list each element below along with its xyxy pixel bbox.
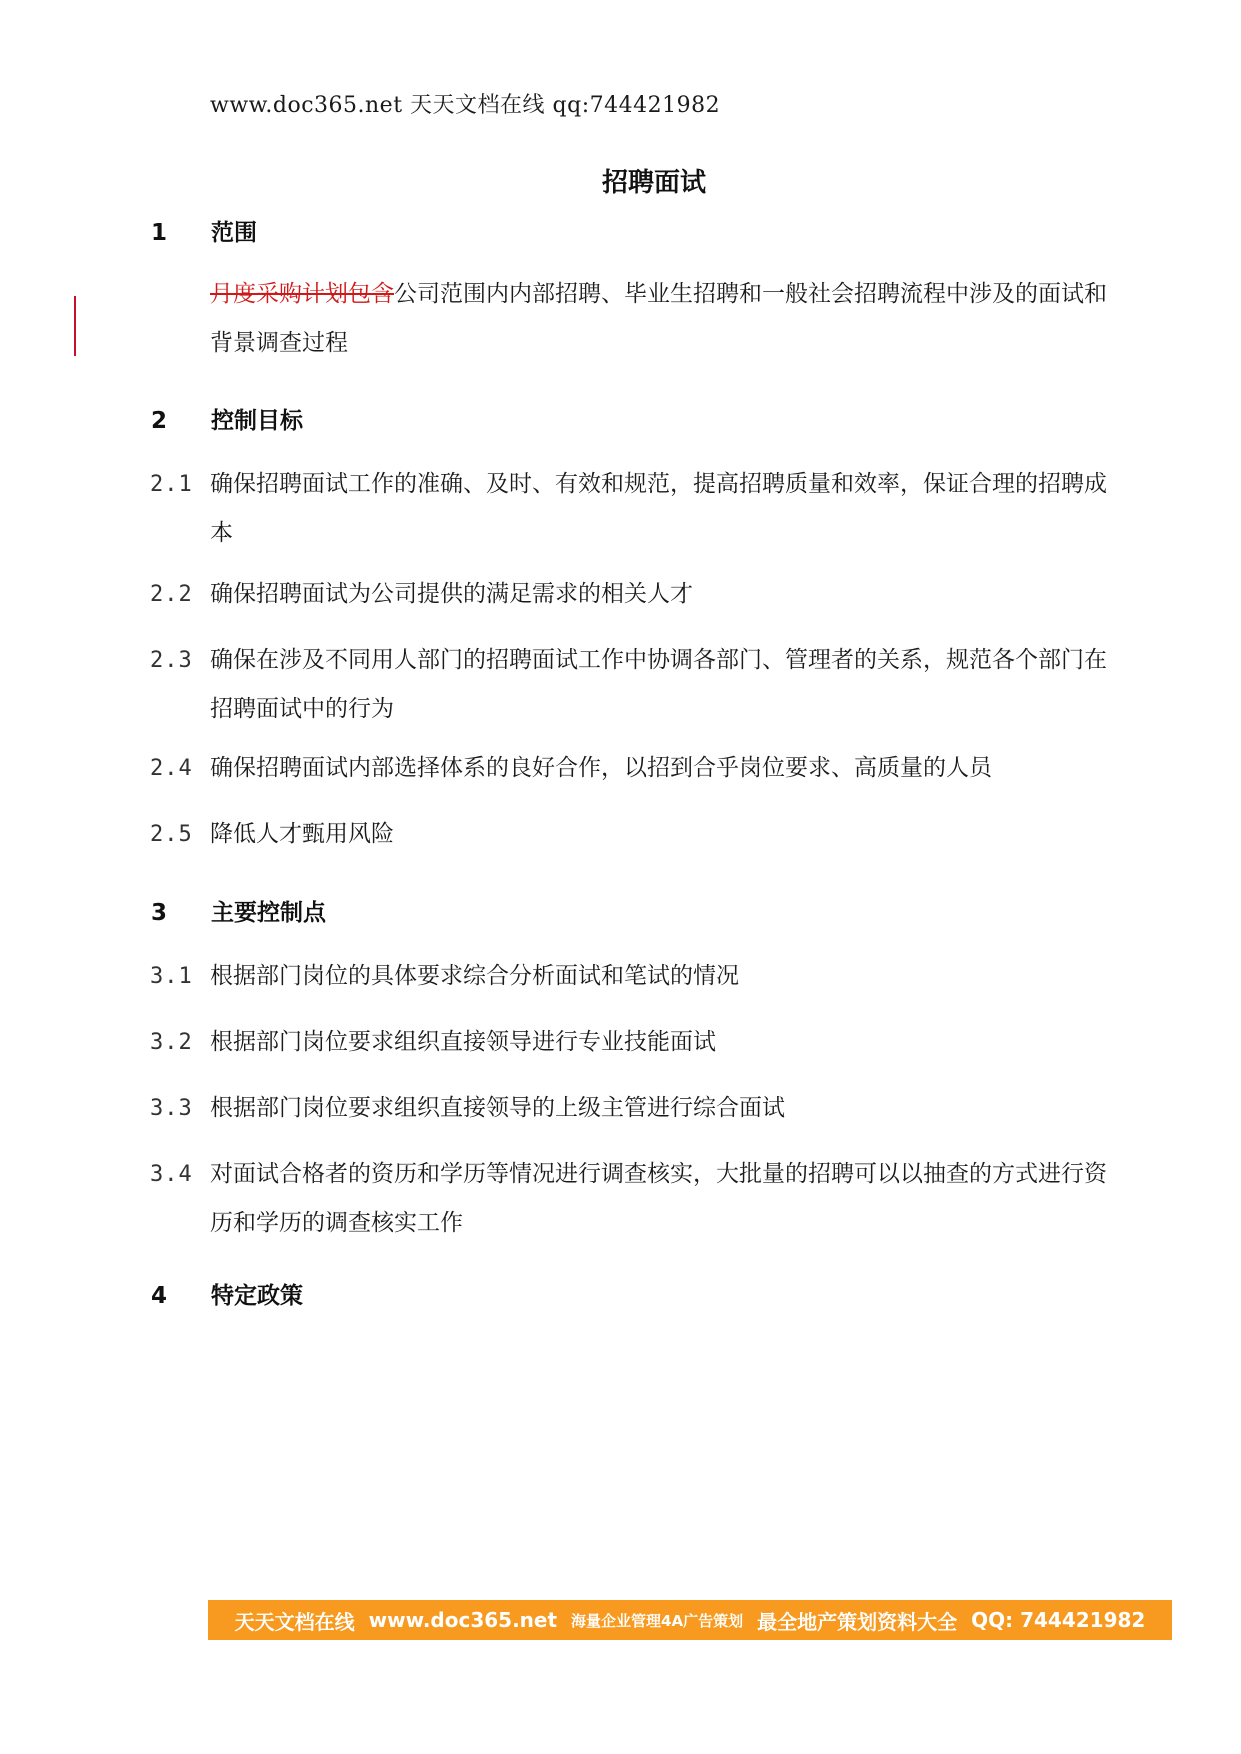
footer-tagline-1: 海量企业管理4A广告策划 [571,1611,744,1630]
item-text: 确保招聘面试工作的准确、及时、有效和规范，提高招聘质量和效率，保证合理的招聘成本 [210,471,1107,546]
item-number: 3.1 [150,964,193,989]
section-title: 控制目标 [211,408,303,434]
section-heading-1 [151,214,257,247]
section-number: 4 [151,1283,168,1309]
deleted-revision-text: 月度采购计划包含 [210,281,394,307]
item-number: 2.3 [150,648,193,673]
list-item-2-3 [150,636,1110,734]
section-heading-2 [151,402,303,435]
item-number: 2.5 [150,822,193,847]
item-number: 2.2 [150,582,193,607]
page-header: www.doc365.net 天天文档在线 qq:744421982 [210,93,721,118]
item-number: 2.1 [150,472,193,497]
item-text: 确保招聘面试为公司提供的满足需求的相关人才 [210,581,693,607]
section-title: 主要控制点 [211,900,326,926]
footer-url-link[interactable]: www.doc365.net [368,1608,558,1632]
list-item-3-4 [150,1150,1110,1248]
item-text: 根据部门岗位的具体要求综合分析面试和笔试的情况 [210,963,739,989]
footer-qq-contact: QQ: 744421982 [971,1608,1146,1632]
item-number: 2.4 [150,756,193,781]
list-item-3-1 [150,952,1110,1001]
list-item-3-3 [150,1084,1110,1133]
item-text: 根据部门岗位要求组织直接领导进行专业技能面试 [210,1029,716,1055]
item-text: 确保在涉及不同用人部门的招聘面试工作中协调各部门、管理者的关系，规范各个部门在招聘面试中的行为 [210,647,1107,722]
item-number: 3.2 [150,1030,193,1055]
footer-tagline-2: 最全地产策划资料大全 [757,1609,958,1634]
item-text: 对面试合格者的资历和学历等情况进行调查核实，大批量的招聘可以以抽查的方式进行资历和学历的调查核实工作 [210,1161,1107,1236]
document-title: 招聘面试 [601,168,706,198]
section-number: 2 [151,408,168,434]
item-number: 3.4 [150,1162,193,1187]
list-item-2-2 [150,570,1110,619]
section-number: 3 [151,900,168,926]
section-heading-3 [151,894,326,927]
list-item-2-4 [150,744,1110,793]
item-number: 3.3 [150,1096,193,1121]
footer-brand: 天天文档在线 [234,1609,355,1634]
body-text: 公司范围内内部招聘、毕业生招聘和一般社会招聘流程中涉及的面试和背景调查过程 [210,281,1107,356]
list-item-2-5 [150,810,1110,859]
item-text: 根据部门岗位要求组织直接领导的上级主管进行综合面试 [210,1095,785,1121]
section-title: 范围 [211,220,257,246]
section-title: 特定政策 [211,1283,303,1309]
section-number: 1 [151,220,168,246]
item-text: 降低人才甄用风险 [210,821,394,847]
footer-advertisement-banner[interactable] [208,1600,1172,1640]
item-text: 确保招聘面试内部选择体系的良好合作，以招到合乎岗位要求、高质量的人员 [210,755,992,781]
list-item-3-2 [150,1018,1110,1067]
section-1-body [210,270,1110,368]
revision-change-bar [74,296,76,356]
list-item-2-1 [150,460,1110,558]
section-heading-4 [151,1277,303,1310]
